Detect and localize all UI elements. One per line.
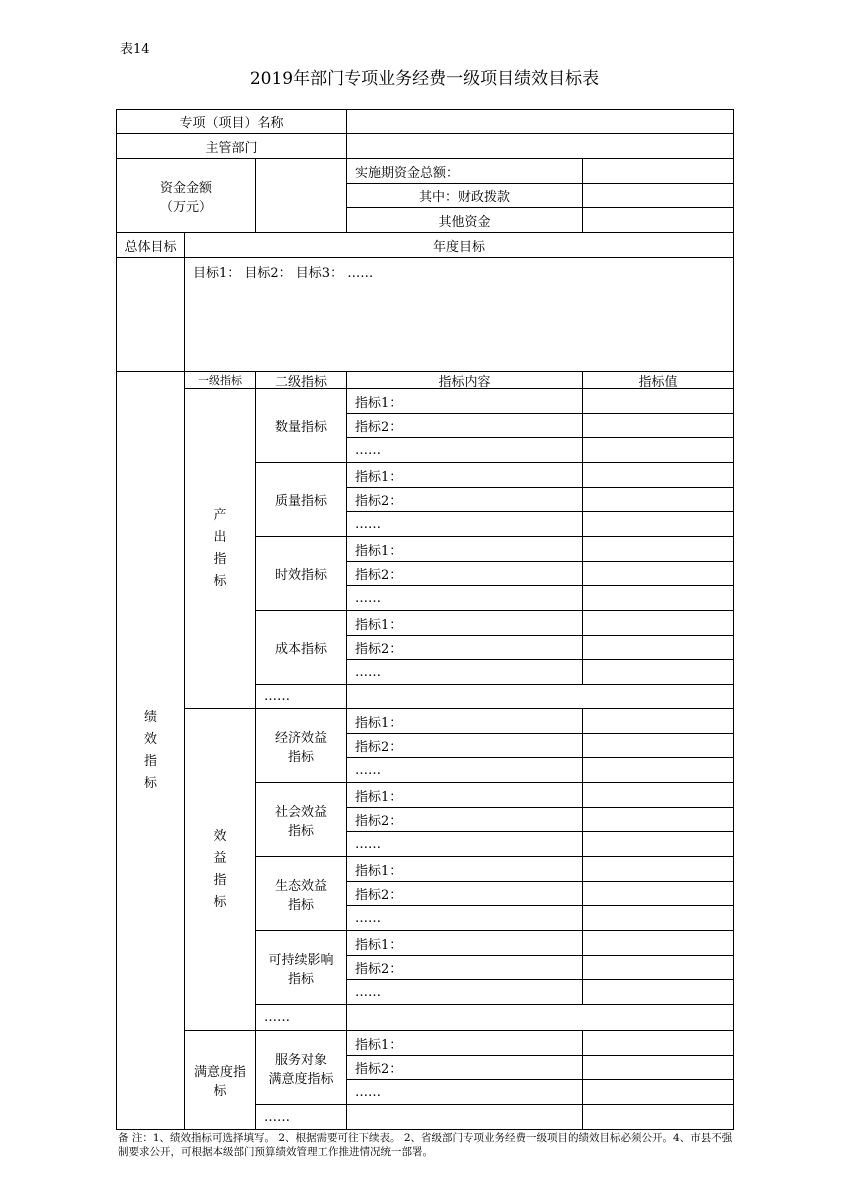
level1-header-text: 一级指标 — [198, 374, 242, 387]
ecological-benefit-indicator-label — [255, 856, 347, 931]
cost-indicator-item2 — [346, 635, 583, 660]
annual-goal-label — [184, 232, 734, 258]
social-benefit-indicator-item1 — [346, 782, 583, 808]
output-more-label-text: …… — [264, 689, 290, 704]
economic-benefit-indicator-more-text: …… — [355, 762, 381, 778]
output-indicator-label-text: 产 出 指 标 — [213, 507, 227, 589]
ecological-benefit-indicator-label-text: 生态效益 指标 — [274, 878, 327, 913]
timeliness-indicator-item2-text: 指标2： — [355, 568, 403, 583]
service-satisfaction-indicator-label — [255, 1030, 347, 1105]
timeliness-indicator-item1-text: 指标1： — [355, 543, 403, 559]
ecological-benefit-indicator-item2-value — [582, 881, 734, 906]
quality-indicator-more — [346, 511, 583, 537]
sustainable-impact-indicator-item1 — [346, 930, 583, 956]
total-funds-label-text: 实施期资金总额： — [355, 165, 460, 181]
overall-goal-value — [116, 257, 185, 372]
ecological-benefit-indicator-item2 — [346, 881, 583, 906]
overall-goal-label — [116, 232, 185, 258]
timeliness-indicator-label-text: 时效指标 — [274, 568, 327, 583]
cost-indicator-item1 — [346, 610, 583, 636]
economic-benefit-indicator-item2 — [346, 733, 583, 758]
level1-header — [184, 371, 256, 389]
content-header-text: 指标内容 — [438, 374, 491, 389]
quantity-indicator-item1 — [346, 388, 583, 414]
quality-indicator-item1-text: 指标1： — [355, 469, 403, 485]
other-funds-value — [582, 207, 734, 233]
benefit-more-label-text: …… — [264, 1010, 290, 1025]
economic-benefit-indicator-item2-text: 指标2： — [355, 740, 403, 755]
quantity-indicator-item2 — [346, 413, 583, 438]
timeliness-indicator-label — [255, 536, 347, 611]
fiscal-funds-label-text: 其中：财政拨款 — [418, 190, 510, 205]
benefit-indicator-label-text: 效 益 指 标 — [213, 828, 227, 910]
service-satisfaction-indicator-item2-text: 指标2： — [355, 1062, 403, 1077]
benefit-more-label — [255, 1004, 347, 1031]
funds-label — [116, 158, 256, 233]
social-benefit-indicator-label-text: 社会效益 指标 — [274, 804, 327, 839]
content-header — [346, 371, 583, 389]
satisfaction-more-label — [255, 1104, 347, 1130]
notes: 备 注：1、绩效指标可选择填写。 2、根据需要可往下续表。 2、省级部门专项业务经费一级项目的绩效目标必须公开。4、市县不强制要求公开，可根据本级部门预算绩效管理工作推进情况统一部署。 — [118, 1132, 733, 1158]
sustainable-impact-indicator-item2-value — [582, 955, 734, 980]
annual-goal-content-text: 目标1： 目标2： 目标3： …… — [193, 266, 374, 281]
satisfaction-indicator-label-text: 满意度指 标 — [193, 1065, 246, 1099]
timeliness-indicator-more-text: …… — [355, 590, 381, 606]
quality-indicator-more-text: …… — [355, 516, 381, 532]
quality-indicator-item2 — [346, 487, 583, 512]
ecological-benefit-indicator-item1-text: 指标1： — [355, 863, 403, 879]
economic-benefit-indicator-item1 — [346, 708, 583, 734]
timeliness-indicator-more-value — [582, 585, 734, 611]
ecological-benefit-indicator-more-text: …… — [355, 910, 381, 926]
performance-indicator-label-text: 绩 效 指 标 — [143, 709, 157, 791]
benefit-more-value — [346, 1004, 734, 1031]
output-indicator-label — [184, 388, 256, 709]
satisfaction-more-label-text: …… — [264, 1109, 290, 1125]
quantity-indicator-label-text: 数量指标 — [274, 420, 327, 435]
timeliness-indicator-item2-value — [582, 561, 734, 586]
sustainable-impact-indicator-label-text: 可持续影响 指标 — [268, 952, 334, 987]
ecological-benefit-indicator-item2-text: 指标2： — [355, 888, 403, 903]
social-benefit-indicator-more — [346, 831, 583, 857]
social-benefit-indicator-item1-value — [582, 782, 734, 808]
social-benefit-indicator-more-text: …… — [355, 836, 381, 852]
overall-goal-label-text: 总体目标 — [124, 239, 177, 255]
fiscal-funds-value — [582, 183, 734, 208]
quantity-indicator-item2-value — [582, 413, 734, 438]
social-benefit-indicator-label — [255, 782, 347, 857]
quality-indicator-item2-value — [582, 487, 734, 512]
department-label-text: 主管部门 — [205, 140, 258, 156]
satisfaction-indicator-label — [184, 1030, 256, 1130]
annual-goal-content — [184, 257, 734, 372]
timeliness-indicator-more — [346, 585, 583, 611]
level2-header-text: 二级指标 — [274, 374, 327, 389]
level2-header — [255, 371, 347, 389]
cost-indicator-item1-text: 指标1： — [355, 617, 403, 633]
ecological-benefit-indicator-more — [346, 905, 583, 931]
cost-indicator-more — [346, 659, 583, 685]
quality-indicator-label — [255, 462, 347, 537]
total-funds-label — [346, 158, 583, 184]
sustainable-impact-indicator-more-value — [582, 979, 734, 1005]
quantity-indicator-label — [255, 388, 347, 463]
quality-indicator-item1-value — [582, 462, 734, 488]
timeliness-indicator-item2 — [346, 561, 583, 586]
sustainable-impact-indicator-item1-text: 指标1： — [355, 937, 403, 953]
satisfaction-more-value — [582, 1104, 734, 1130]
service-satisfaction-indicator-item1-value — [582, 1030, 734, 1056]
ecological-benefit-indicator-more-value — [582, 905, 734, 931]
service-satisfaction-indicator-label-text: 服务对象 满意度指标 — [268, 1052, 334, 1087]
timeliness-indicator-item1 — [346, 536, 583, 562]
value-header — [582, 371, 734, 389]
ecological-benefit-indicator-item1-value — [582, 856, 734, 882]
sustainable-impact-indicator-item2-text: 指标2： — [355, 962, 403, 977]
total-funds-value — [582, 158, 734, 184]
quality-indicator-item1 — [346, 462, 583, 488]
sustainable-impact-indicator-more — [346, 979, 583, 1005]
cost-indicator-item2-value — [582, 635, 734, 660]
service-satisfaction-indicator-item2-value — [582, 1055, 734, 1080]
service-satisfaction-indicator-item2 — [346, 1055, 583, 1080]
quality-indicator-more-value — [582, 511, 734, 537]
sustainable-impact-indicator-more-text: …… — [355, 984, 381, 1000]
social-benefit-indicator-item1-text: 指标1： — [355, 789, 403, 805]
cost-indicator-label-text: 成本指标 — [274, 642, 327, 657]
quality-indicator-item2-text: 指标2： — [355, 494, 403, 509]
quantity-indicator-more-value — [582, 437, 734, 463]
service-satisfaction-indicator-item1 — [346, 1030, 583, 1056]
social-benefit-indicator-item2-text: 指标2： — [355, 814, 403, 829]
quantity-indicator-item1-value — [582, 388, 734, 414]
quantity-indicator-more-text: …… — [355, 442, 381, 458]
quantity-indicator-more — [346, 437, 583, 463]
department-value — [346, 133, 734, 159]
project-name-label — [116, 109, 347, 134]
economic-benefit-indicator-label-text: 经济效益 指标 — [274, 730, 327, 765]
service-satisfaction-indicator-more — [346, 1079, 583, 1105]
economic-benefit-indicator-more — [346, 757, 583, 783]
project-name-label-text: 专项（项目）名称 — [179, 116, 284, 131]
quantity-indicator-item1-text: 指标1： — [355, 395, 403, 411]
cost-indicator-label — [255, 610, 347, 685]
cost-indicator-more-text: …… — [355, 664, 381, 680]
service-satisfaction-indicator-more-value — [582, 1079, 734, 1105]
satisfaction-more-content — [346, 1104, 583, 1130]
value-header-text: 指标值 — [638, 374, 678, 389]
funds-label-text: 资金金额 （万元） — [159, 180, 212, 215]
table-label: 表14 — [120, 42, 150, 57]
other-funds-label — [346, 207, 583, 233]
social-benefit-indicator-item2 — [346, 807, 583, 832]
economic-benefit-indicator-item1-text: 指标1： — [355, 715, 403, 731]
social-benefit-indicator-more-value — [582, 831, 734, 857]
timeliness-indicator-item1-value — [582, 536, 734, 562]
economic-benefit-indicator-label — [255, 708, 347, 783]
economic-benefit-indicator-item1-value — [582, 708, 734, 734]
quantity-indicator-item2-text: 指标2： — [355, 420, 403, 435]
cost-indicator-more-value — [582, 659, 734, 685]
cost-indicator-item1-value — [582, 610, 734, 636]
output-more-label — [255, 684, 347, 709]
output-more-value — [346, 684, 734, 709]
cost-indicator-item2-text: 指标2： — [355, 642, 403, 657]
ecological-benefit-indicator-item1 — [346, 856, 583, 882]
performance-indicator-label — [116, 371, 185, 1130]
page-title: 2019年部门专项业务经费一级项目绩效目标表 — [249, 69, 600, 89]
sustainable-impact-indicator-item1-value — [582, 930, 734, 956]
economic-benefit-indicator-more-value — [582, 757, 734, 783]
project-name-value — [346, 109, 734, 134]
department-label — [116, 133, 347, 159]
fiscal-funds-label — [346, 183, 583, 208]
annual-goal-label-text: 年度目标 — [432, 239, 485, 255]
sustainable-impact-indicator-label — [255, 930, 347, 1005]
service-satisfaction-indicator-item1-text: 指标1： — [355, 1037, 403, 1053]
funds-value — [255, 158, 347, 233]
service-satisfaction-indicator-more-text: …… — [355, 1084, 381, 1100]
benefit-indicator-label — [184, 708, 256, 1031]
economic-benefit-indicator-item2-value — [582, 733, 734, 758]
sustainable-impact-indicator-item2 — [346, 955, 583, 980]
social-benefit-indicator-item2-value — [582, 807, 734, 832]
quality-indicator-label-text: 质量指标 — [274, 494, 327, 509]
other-funds-label-text: 其他资金 — [438, 214, 491, 230]
